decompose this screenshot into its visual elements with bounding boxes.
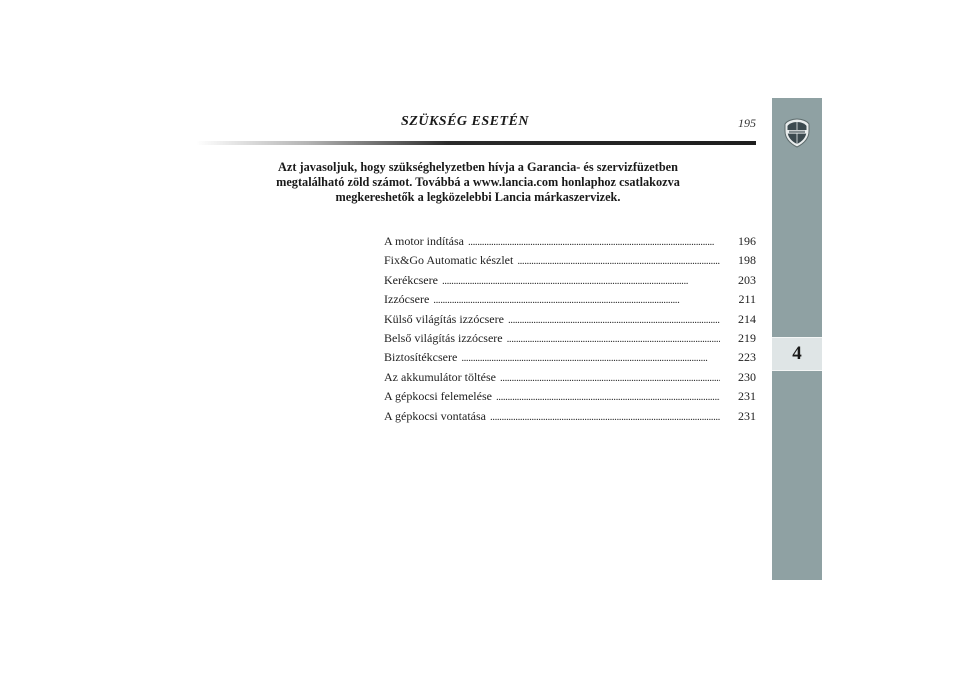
toc-dot-leader — [496, 387, 720, 406]
toc-entry-label: A motor indítása — [384, 234, 464, 248]
toc-entry-page: 214 — [738, 311, 756, 326]
chapter-side-tab — [772, 98, 822, 580]
toc-entry-label: A gépkocsi vontatása — [384, 408, 486, 423]
toc-entry-label: Fix&Go Automatic készlet — [384, 253, 514, 268]
toc-dot-leader — [461, 348, 720, 367]
intro-paragraph — [262, 160, 694, 205]
toc-entry[interactable] — [384, 290, 756, 309]
toc-dot-leader — [490, 407, 720, 426]
toc-entry-page: 219 — [738, 330, 756, 345]
table-of-contents — [384, 232, 756, 426]
toc-entry-label: Kerékcsere — [384, 272, 438, 287]
toc-entry-label: Biztosítékcsere — [384, 350, 458, 365]
toc-dot-leader — [500, 368, 720, 387]
toc-dot-leader — [508, 310, 720, 329]
intro-line: megtalálható zöld számot. Továbbá a www.lancia.com honlaphoz csatlakozva — [276, 175, 680, 189]
toc-dot-leader — [468, 232, 720, 251]
toc-entry-label: A gépkocsi felemelése — [384, 389, 492, 404]
toc-entry[interactable] — [384, 387, 756, 406]
toc-entry-label: Az akkumulátor töltése — [384, 369, 496, 384]
toc-entry[interactable] — [384, 368, 756, 387]
lancia-shield-icon — [784, 118, 810, 148]
toc-entry-page: 223 — [738, 350, 756, 365]
toc-entry-label: Izzócsere — [384, 292, 430, 307]
toc-dot-leader — [507, 329, 720, 348]
toc-entry-page: 198 — [738, 253, 756, 268]
toc-entry-page: 231 — [738, 408, 756, 423]
toc-entry-page: 203 — [738, 272, 756, 287]
toc-entry[interactable] — [384, 329, 756, 348]
toc-entry-label: Belső világítás izzócsere — [384, 330, 503, 345]
toc-entry[interactable] — [384, 271, 756, 290]
chapter-number-box: 4 — [772, 337, 822, 371]
toc-entry[interactable] — [384, 348, 756, 367]
intro-line: Azt javasoljuk, hogy szükséghelyzetben hívja a Garancia- és szervizfüzetben — [278, 160, 678, 174]
header-rule — [196, 141, 756, 145]
running-title: SZÜKSÉG ESETÉN — [401, 114, 529, 129]
toc-entry-page: 211 — [738, 292, 756, 307]
toc-dot-leader — [442, 271, 720, 290]
toc-dot-leader — [433, 290, 720, 309]
toc-entry-label: Külső világítás izzócsere — [384, 311, 504, 326]
toc-entry-page: 230 — [738, 369, 756, 384]
toc-entry[interactable] — [384, 310, 756, 329]
toc-dot-leader — [517, 251, 720, 270]
toc-entry-page: 231 — [738, 389, 756, 404]
toc-entry-page: 196 — [738, 234, 756, 248]
toc-entry[interactable] — [384, 232, 756, 251]
toc-entry[interactable] — [384, 251, 756, 270]
intro-line: megkereshetők a legközelebbi Lancia márkaszervizek. — [335, 190, 621, 204]
page-number: 195 — [738, 116, 756, 130]
toc-entry[interactable] — [384, 407, 756, 426]
